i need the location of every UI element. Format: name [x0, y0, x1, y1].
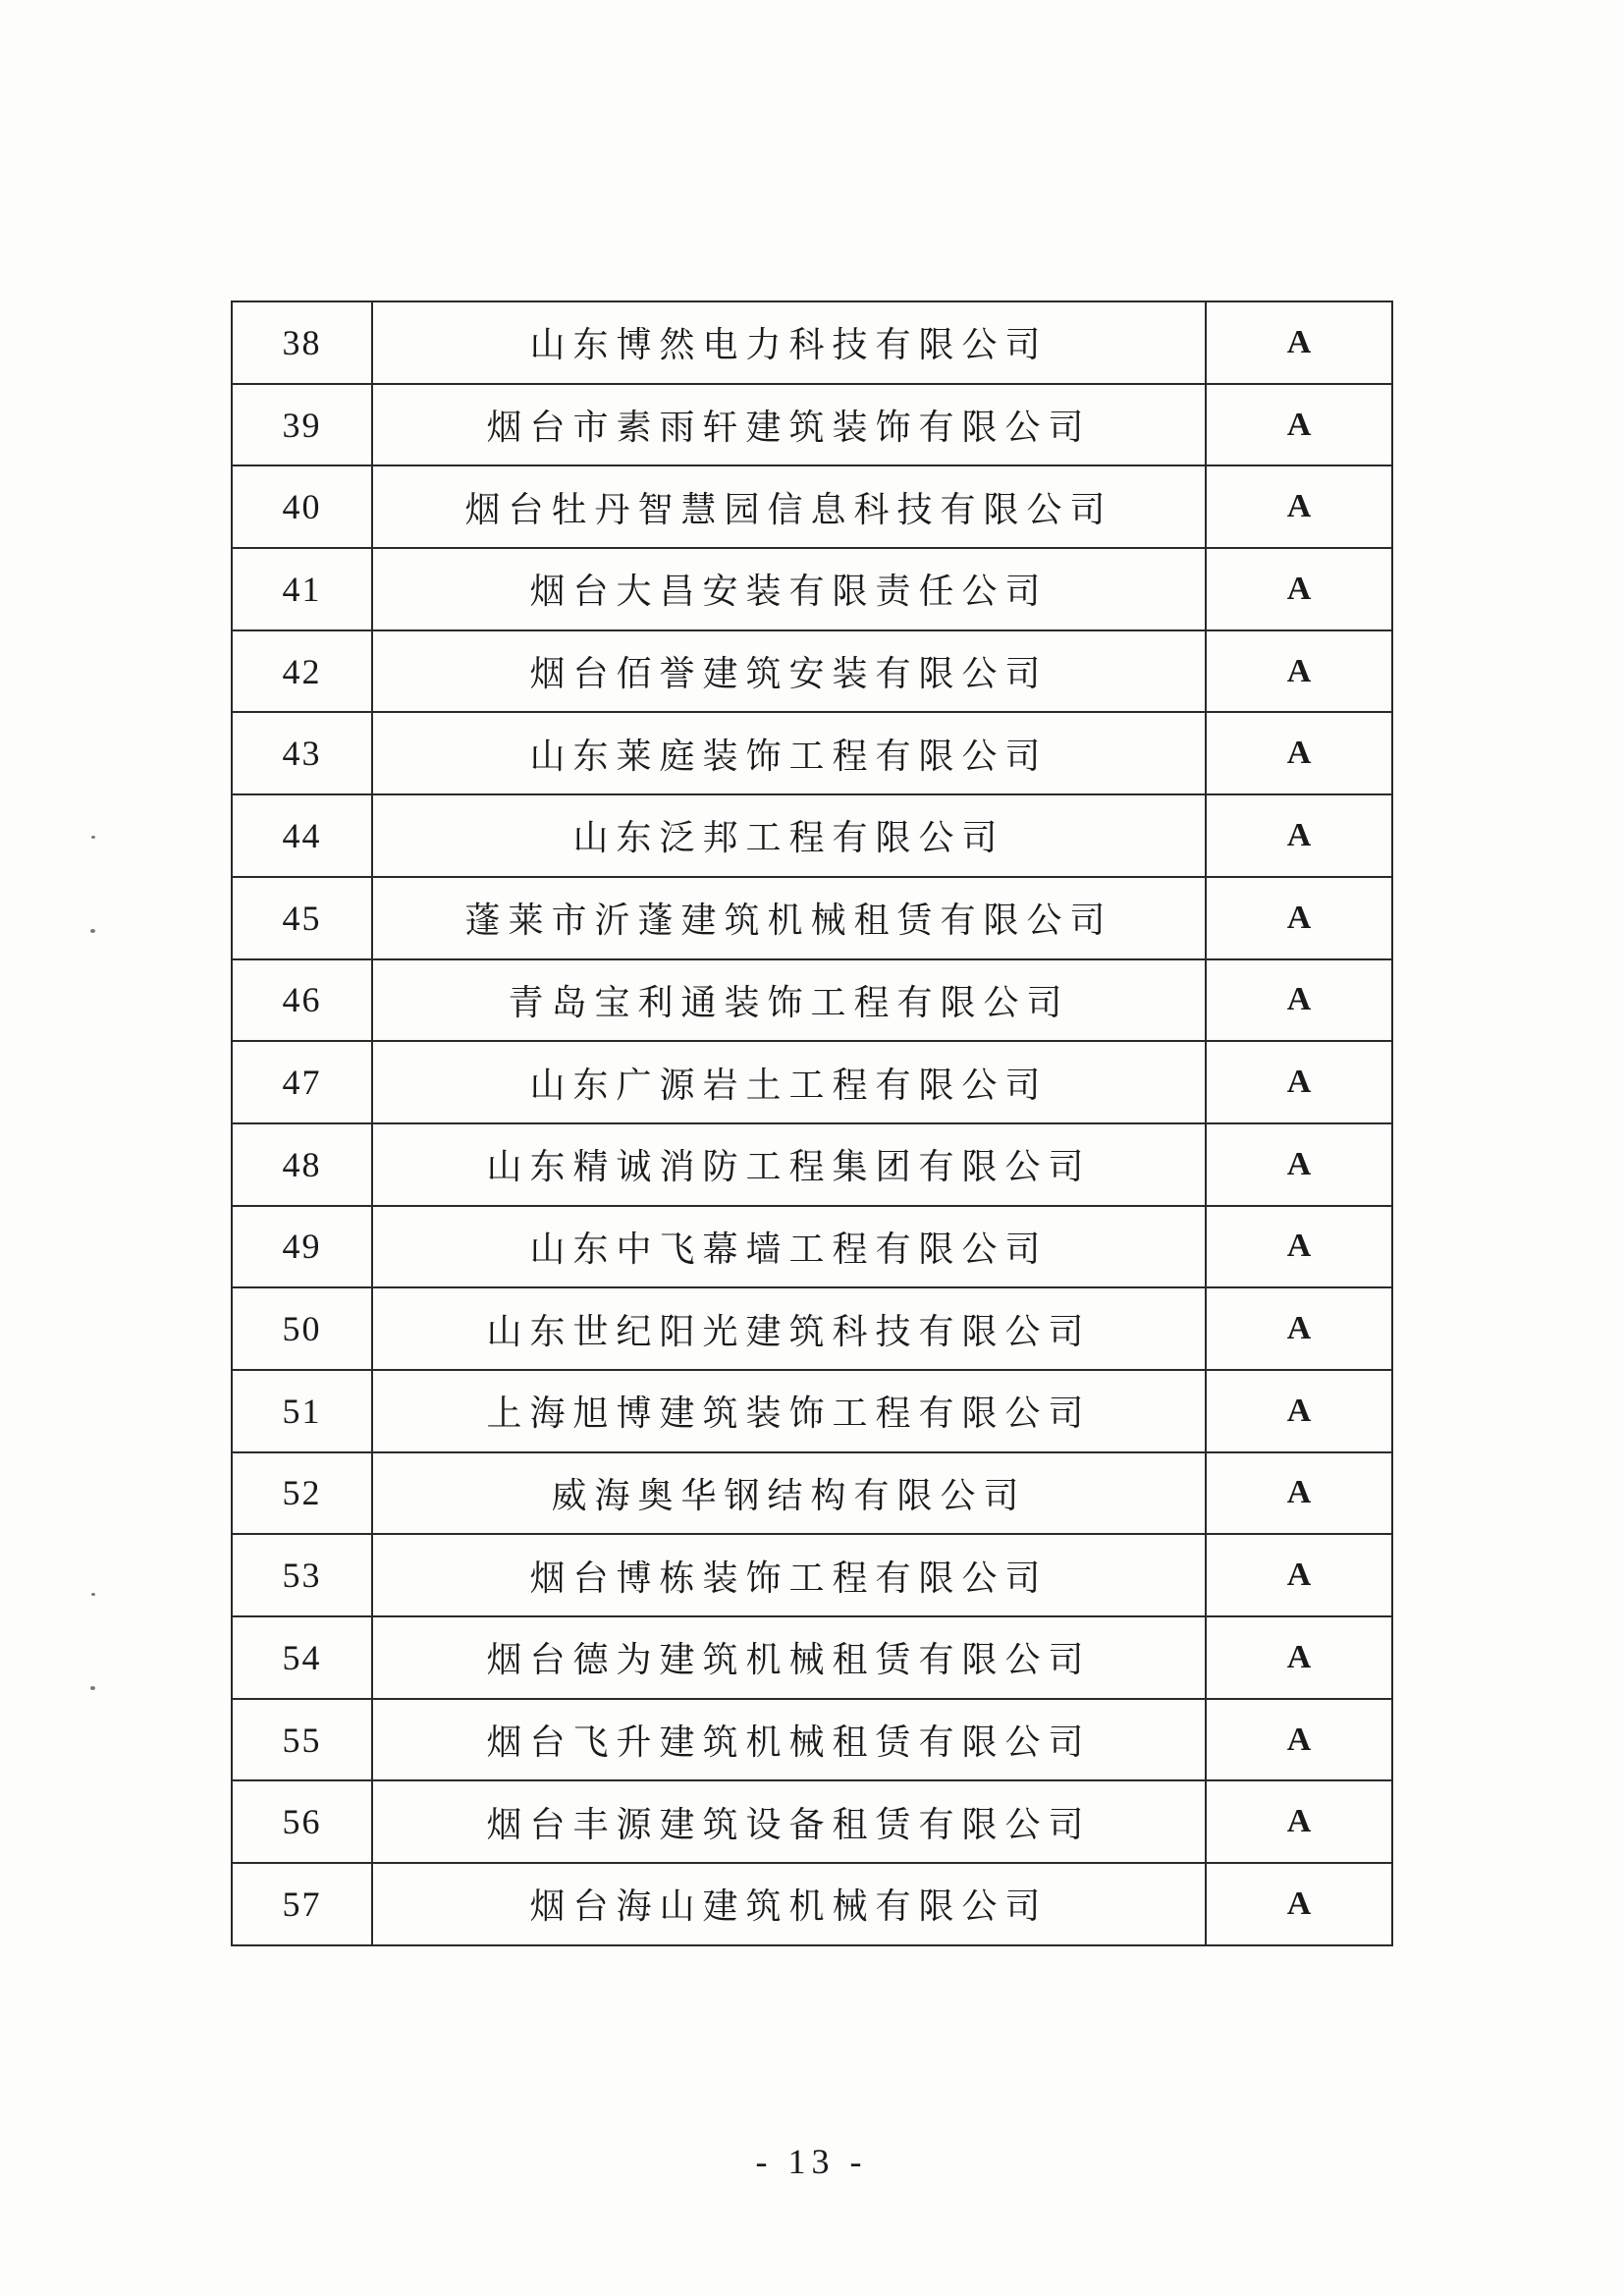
row-number: 39	[232, 384, 372, 466]
row-number: 49	[232, 1206, 372, 1288]
table-row	[232, 1780, 1392, 1863]
row-number: 56	[232, 1780, 372, 1863]
company-grade-table	[231, 301, 1393, 1946]
credit-grade: A	[1206, 1370, 1392, 1452]
company-name: 威海奥华钢结构有限公司	[372, 1452, 1206, 1535]
credit-grade: A	[1206, 1452, 1392, 1535]
company-name: 烟台德为建筑机械租赁有限公司	[372, 1616, 1206, 1699]
row-number: 55	[232, 1699, 372, 1781]
credit-grade: A	[1206, 1616, 1392, 1699]
table-body	[232, 301, 1392, 1945]
company-name: 山东泛邦工程有限公司	[372, 794, 1206, 877]
company-name: 烟台大昌安装有限责任公司	[372, 548, 1206, 630]
row-number: 42	[232, 630, 372, 713]
credit-grade: A	[1206, 1780, 1392, 1863]
row-number: 47	[232, 1041, 372, 1123]
credit-grade: A	[1206, 548, 1392, 630]
credit-grade: A	[1206, 384, 1392, 466]
company-name: 烟台市素雨轩建筑装饰有限公司	[372, 384, 1206, 466]
credit-grade: A	[1206, 1041, 1392, 1123]
table-row	[232, 1041, 1392, 1123]
table-row	[232, 1534, 1392, 1616]
table-row	[232, 301, 1392, 384]
table-row	[232, 1863, 1392, 1945]
credit-grade: A	[1206, 1699, 1392, 1781]
row-number: 46	[232, 959, 372, 1042]
scan-speck	[90, 1686, 95, 1690]
row-number: 48	[232, 1123, 372, 1206]
credit-grade: A	[1206, 1287, 1392, 1370]
row-number: 45	[232, 877, 372, 959]
company-name: 蓬莱市沂蓬建筑机械租赁有限公司	[372, 877, 1206, 959]
table-row	[232, 1616, 1392, 1699]
row-number: 40	[232, 465, 372, 548]
credit-grade: A	[1206, 877, 1392, 959]
scan-speck	[91, 836, 95, 839]
table-row	[232, 1699, 1392, 1781]
table-row	[232, 1452, 1392, 1535]
company-name: 山东莱庭装饰工程有限公司	[372, 712, 1206, 794]
credit-grade: A	[1206, 959, 1392, 1042]
table-row	[232, 712, 1392, 794]
company-name: 烟台飞升建筑机械租赁有限公司	[372, 1699, 1206, 1781]
row-number: 52	[232, 1452, 372, 1535]
page-number: - 13 -	[755, 2142, 868, 2181]
row-number: 43	[232, 712, 372, 794]
table-row	[232, 1206, 1392, 1288]
table-row	[232, 630, 1392, 713]
credit-grade: A	[1206, 794, 1392, 877]
credit-grade: A	[1206, 301, 1392, 384]
company-name: 烟台丰源建筑设备租赁有限公司	[372, 1780, 1206, 1863]
table-row	[232, 877, 1392, 959]
credit-grade: A	[1206, 1534, 1392, 1616]
table-row	[232, 959, 1392, 1042]
credit-grade: A	[1206, 630, 1392, 713]
credit-grade: A	[1206, 712, 1392, 794]
table-row	[232, 384, 1392, 466]
row-number: 41	[232, 548, 372, 630]
company-name: 烟台博栋装饰工程有限公司	[372, 1534, 1206, 1616]
row-number: 50	[232, 1287, 372, 1370]
row-number: 44	[232, 794, 372, 877]
table-row	[232, 1370, 1392, 1452]
row-number: 57	[232, 1863, 372, 1945]
table-row	[232, 465, 1392, 548]
company-name: 山东世纪阳光建筑科技有限公司	[372, 1287, 1206, 1370]
credit-grade: A	[1206, 1123, 1392, 1206]
table-row	[232, 794, 1392, 877]
row-number: 53	[232, 1534, 372, 1616]
table-row	[232, 1123, 1392, 1206]
row-number: 38	[232, 301, 372, 384]
company-name: 山东精诚消防工程集团有限公司	[372, 1123, 1206, 1206]
row-number: 51	[232, 1370, 372, 1452]
credit-grade: A	[1206, 465, 1392, 548]
company-name: 烟台海山建筑机械有限公司	[372, 1863, 1206, 1945]
credit-grade: A	[1206, 1206, 1392, 1288]
company-name: 上海旭博建筑装饰工程有限公司	[372, 1370, 1206, 1452]
table-row	[232, 1287, 1392, 1370]
scan-speck	[90, 929, 95, 933]
company-name: 烟台牡丹智慧园信息科技有限公司	[372, 465, 1206, 548]
scan-speck	[91, 1593, 95, 1596]
row-number: 54	[232, 1616, 372, 1699]
company-name: 山东广源岩土工程有限公司	[372, 1041, 1206, 1123]
company-name: 青岛宝利通装饰工程有限公司	[372, 959, 1206, 1042]
company-name: 山东博然电力科技有限公司	[372, 301, 1206, 384]
company-name: 烟台佰誉建筑安装有限公司	[372, 630, 1206, 713]
credit-grade: A	[1206, 1863, 1392, 1945]
company-name: 山东中飞幕墙工程有限公司	[372, 1206, 1206, 1288]
table-row	[232, 548, 1392, 630]
